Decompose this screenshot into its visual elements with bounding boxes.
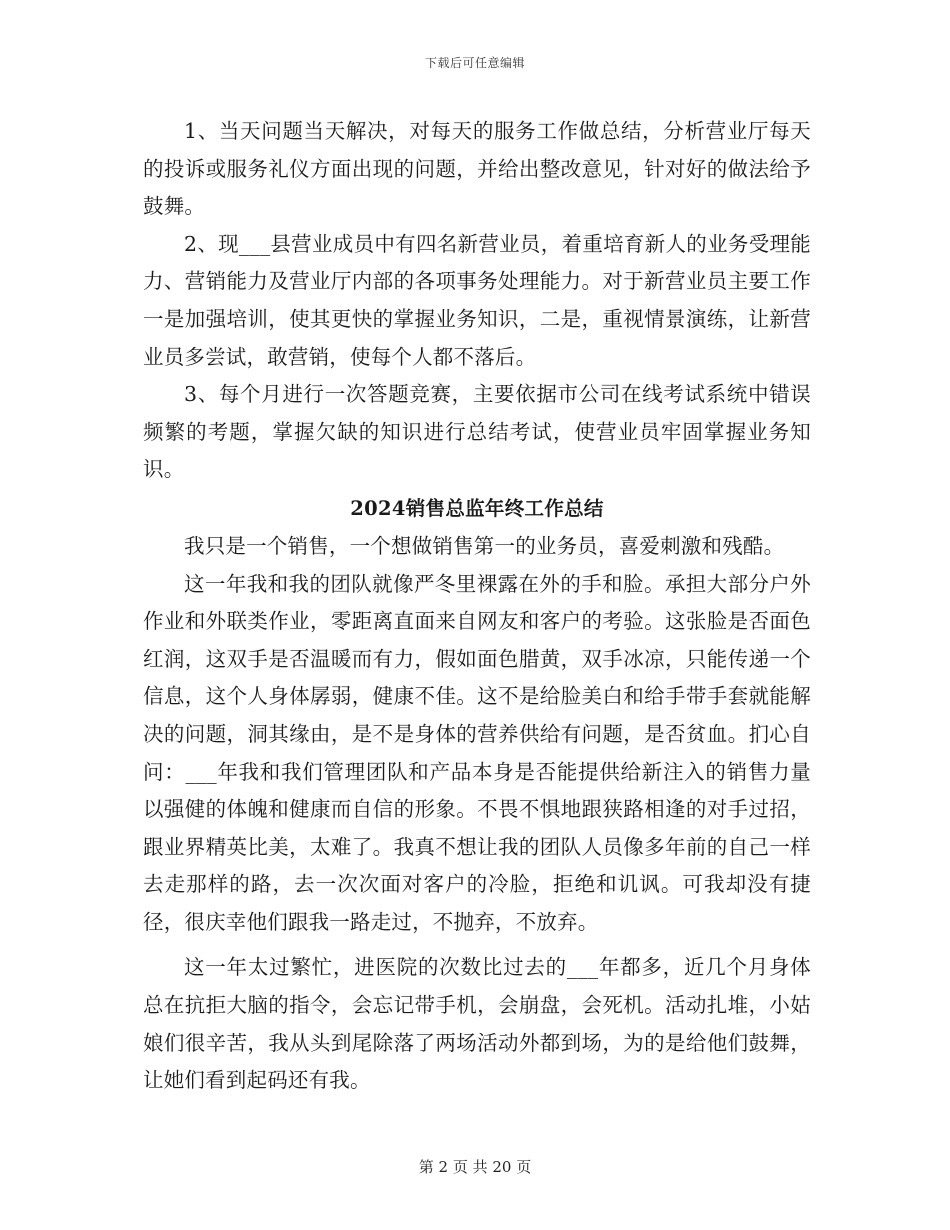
paragraph: 这一年太过繁忙，进医院的次数比过去的___年都多，近几个月身体总在抗拒大脑的指令，会忘记带手机，会崩盘，会死机。活动扎堆，小姑娘们很辛苦，我从头到尾除落了两场活动外都到场，为的是给他们鼓舞，让她们看到起码还有我。 bbox=[143, 955, 811, 1093]
paragraph: 2、现___县营业成员中有四名新营业员，着重培育新人的业务受理能力、营销能力及营业厅内部的各项事务处理能力。对于新营业员主要工作一是加强培训，使其更快的掌握业务知识，二是，重视情景演练，让新营业员多尝试，敢营销，使每个人都不落后。 bbox=[143, 231, 811, 369]
page-footer: 第 2 页 共 20 页 bbox=[418, 1158, 532, 1176]
paragraph: 我只是一个销售，一个想做销售第一的业务员，喜爱刺激和残酷。 bbox=[184, 533, 785, 558]
paragraph: 1、当天问题当天解决，对每天的服务工作做总结，分析营业厅每天的投诉或服务礼仪方面出现的问题，并给出整改意见，针对好的做法给予鼓舞。 bbox=[143, 119, 811, 219]
paragraph-gap bbox=[143, 941, 811, 949]
section-title: 2024销售总监年终工作总结 bbox=[350, 496, 604, 520]
page-header: 下载后可任意编辑 bbox=[424, 56, 525, 70]
paragraph: 这一年我和我的团队就像严冬里裸露在外的手和脸。承担大部分户外作业和外联类作业，零距离直面来自网友和客户的考验。这张脸是否面色红润，这双手是否温暖而有力，假如面色腊黄，双手冰凉，只能传递一个信息，这个人身体孱弱，健康不佳。这不是给脸美白和给手带手套就能解决的问题，洞其缘由，是不是身体的营养供给有问题，是否贫血。扪心自问：___年我和我们管理团队和产品本身是否能提供给新注入的销售力量以强健的体魄和健康而自信的形象。不畏不惧地跟狭路相逢的对手过招，跟业界精英比美，太难了。我真不想让我的团队人员像多年前的自己一样去走那样的路，去一次次面对客户的冷脸，拒绝和讥讽。可我却没有捷径，很庆幸他们跟我一路走过，不抛弃，不放弃。 bbox=[143, 571, 811, 934]
paragraph: 3、每个月进行一次答题竞赛，主要依据市公司在线考试系统中错误频繁的考题，掌握欠缺的知识进行总结考试，使营业员牢固掌握业务知识。 bbox=[143, 382, 811, 482]
document-body bbox=[143, 113, 811, 1100]
